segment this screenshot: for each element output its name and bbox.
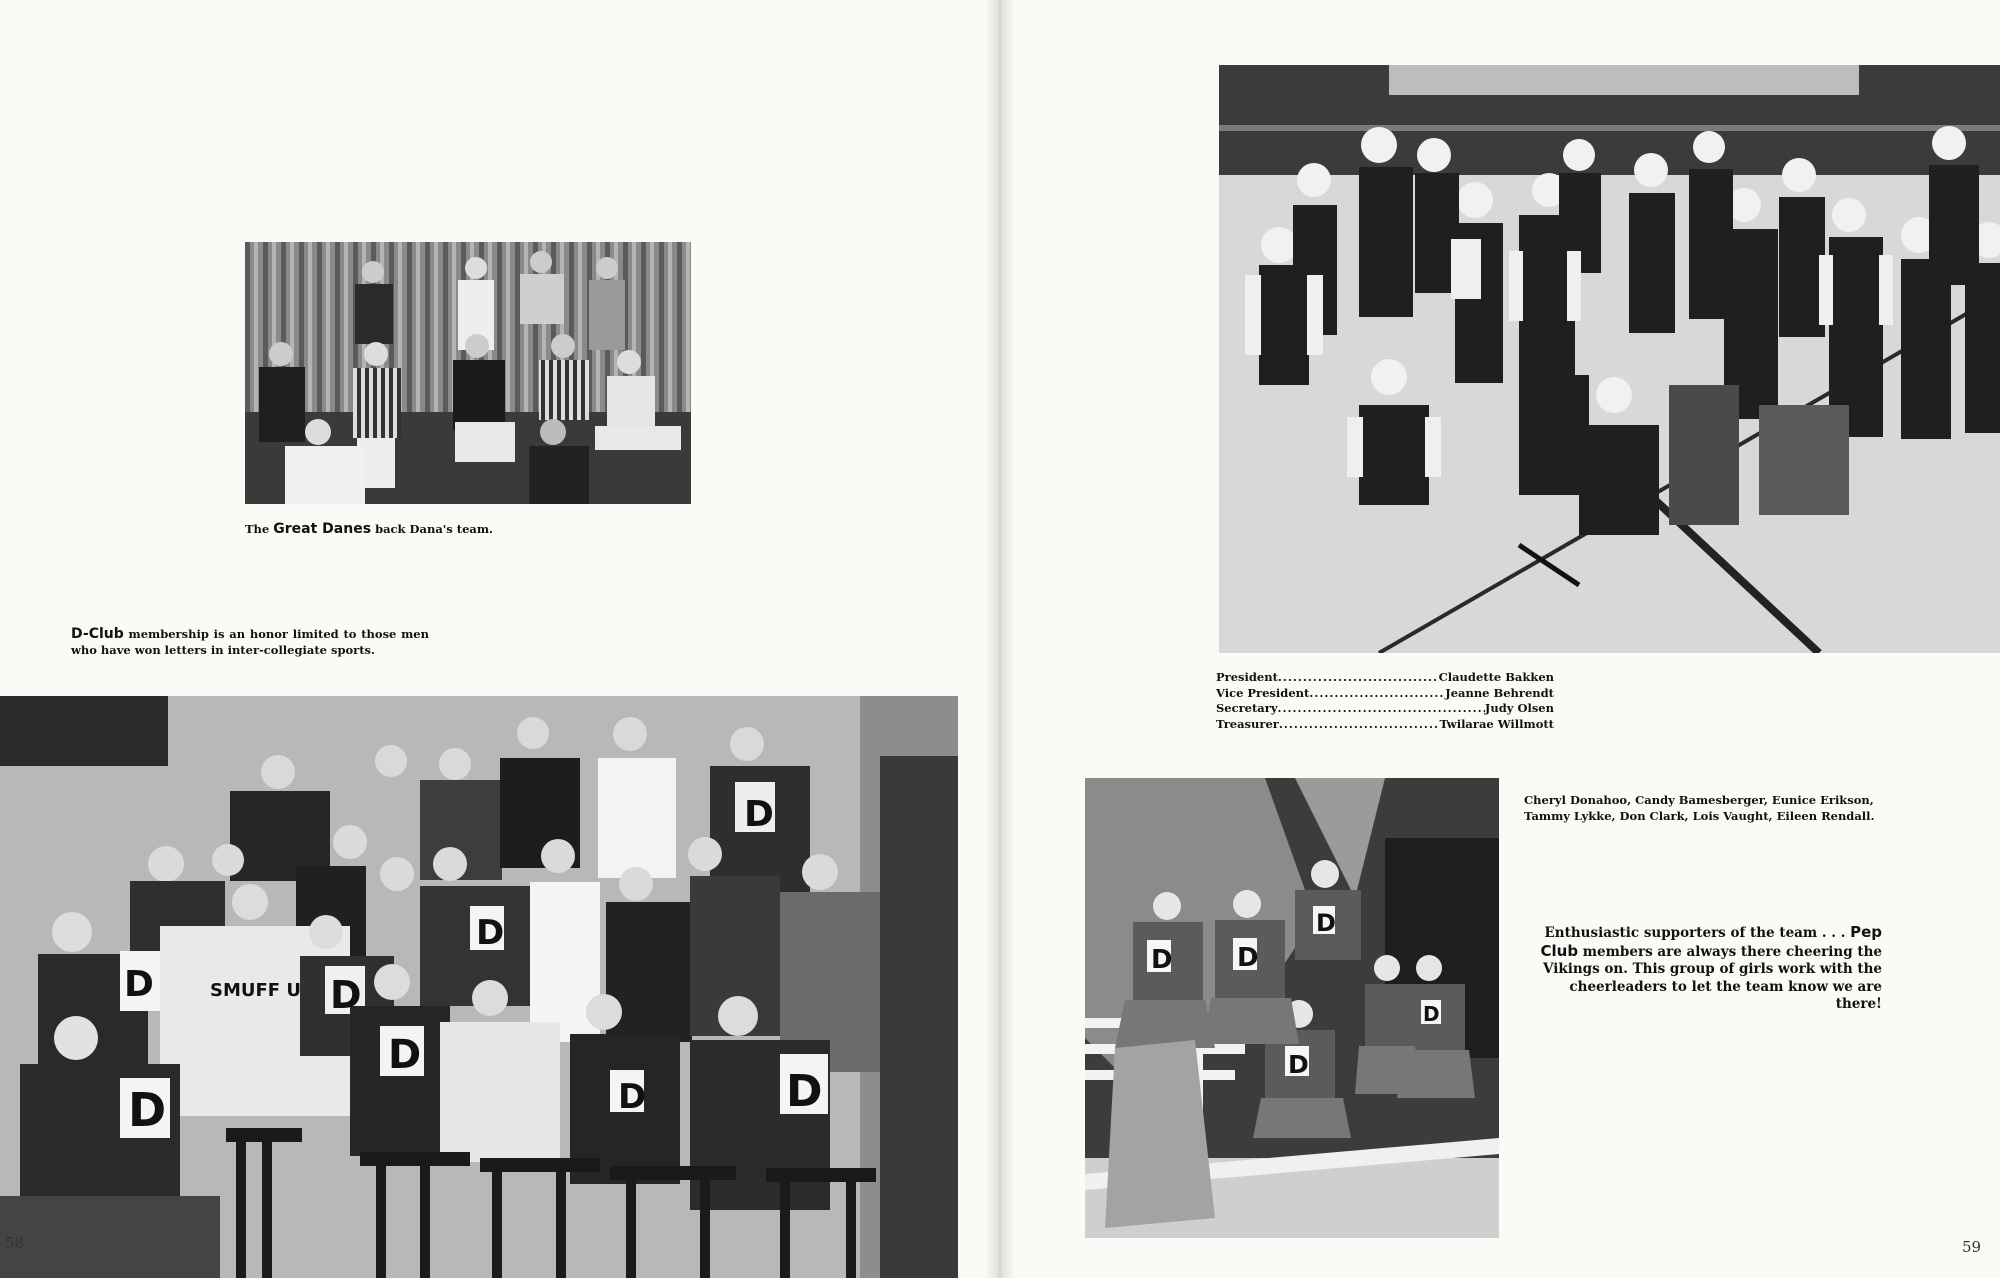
officer-row: [1216, 686, 1554, 702]
sweater-letter: D: [476, 913, 505, 953]
dot-leader: [1279, 717, 1440, 733]
pep-club-caption: [1530, 924, 1882, 1014]
officer-role: Secretary: [1216, 701, 1278, 715]
cheerleader-names-caption: Cheryl Donahoo, Candy Bamesberger, Eunice Erikson, Tammy Lykke, Don Clark, Lois Vaught, Eileen Rendall.: [1524, 793, 1875, 823]
great-danes-photo: [245, 242, 691, 504]
officer-role: Treasurer: [1216, 716, 1279, 731]
officer-row: [1216, 670, 1554, 686]
sweater-letter: D: [1237, 943, 1259, 973]
d-club-text: membership is an honor limited to those men who have won letters in inter-collegiate sports.: [71, 627, 429, 657]
sweater-letter: D: [124, 964, 154, 1005]
officer-role: Vice President: [1216, 685, 1310, 700]
page-number-right: 59: [1962, 1238, 1982, 1256]
officer-row: [1216, 701, 1554, 717]
sweater-letter: D: [744, 794, 774, 835]
sweater-letter: D: [1423, 1002, 1440, 1026]
dot-leader: [1309, 686, 1445, 702]
officers-list: [1216, 670, 1554, 732]
pep-club-text: Enthusiastic supporters of the team . . .: [1544, 925, 1846, 941]
sweater-letter: D: [1288, 1050, 1309, 1079]
officer-name: Judy Olsen: [1484, 701, 1554, 715]
dot-leader: [1278, 670, 1439, 686]
d-club-caption: [71, 626, 429, 658]
great-danes-emphasis: Great Danes: [273, 521, 372, 537]
pep-club-emphasis: Pep Club: [1540, 923, 1882, 960]
dot-leader: [1278, 701, 1485, 717]
page-number-left: 58: [5, 1234, 25, 1252]
officer-name: Twilarae Willmott: [1439, 716, 1554, 731]
caption-text: The: [245, 522, 270, 536]
sweater-letter: D: [388, 1032, 422, 1078]
d-club-emphasis: D-Club: [71, 626, 124, 642]
pep-club-text: members are always there cheering the Vikings on. This group of girls work with the cheerleaders to let the team know we are there!: [1543, 943, 1882, 1012]
caption-text: back Dana's team.: [375, 522, 494, 536]
officer-name: Jeanne Behrendt: [1445, 685, 1554, 700]
sweater-letter: D: [786, 1066, 823, 1117]
officer-name: Claudette Bakken: [1438, 670, 1554, 684]
d-club-photo: [0, 696, 958, 1278]
sweater-letter: D: [618, 1077, 647, 1117]
page-gutter: [985, 0, 1015, 1278]
sweater-letter: D: [1316, 909, 1336, 937]
officer-row: [1216, 717, 1554, 733]
cheerleaders-photo: [1085, 778, 1499, 1238]
sweatshirt-text: SMUFF U: [210, 980, 301, 1001]
sweater-letter: D: [128, 1083, 167, 1137]
officer-role: President: [1216, 670, 1278, 684]
sweater-letter: D: [330, 973, 362, 1017]
sweater-letter: D: [1151, 945, 1173, 975]
pep-club-group-photo: [1219, 65, 2000, 653]
great-danes-caption: [245, 521, 493, 537]
